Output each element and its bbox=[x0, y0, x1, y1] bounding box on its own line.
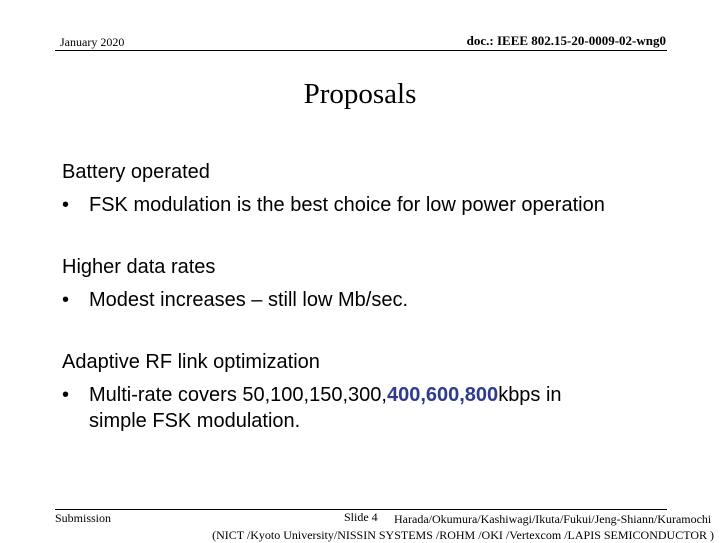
section-heading-adaptive: Adaptive RF link optimization bbox=[62, 351, 320, 373]
bullet-battery bbox=[62, 194, 605, 217]
bullet-text-prefix: Multi-rate covers 50,100,150,300, bbox=[89, 384, 387, 406]
bullet-text-highlight: 400,600,800 bbox=[386, 384, 499, 406]
bullet-text: FSK modulation is the best choice for low power operation bbox=[89, 194, 605, 216]
slide-title: Proposals bbox=[303, 78, 417, 110]
bullet-adaptive bbox=[62, 384, 562, 407]
bullet-icon: • bbox=[62, 194, 70, 216]
bullet-icon: • bbox=[62, 384, 70, 406]
bullet-rates bbox=[62, 289, 408, 312]
footer-slide-number: Slide 4 bbox=[344, 510, 378, 524]
header-rule bbox=[55, 50, 667, 51]
bullet-icon: • bbox=[62, 289, 70, 311]
header-doc-id: doc.: IEEE 802.15-20-0009-02-wng0 bbox=[466, 33, 666, 48]
header-date: January 2020 bbox=[60, 35, 125, 49]
section-heading-battery: Battery operated bbox=[62, 161, 210, 183]
section-heading-rates: Higher data rates bbox=[62, 256, 216, 278]
footer-authors: Harada/Okumura/Kashiwagi/Ikuta/Fukui/Jeng-Shiann/Kuramochi bbox=[394, 512, 712, 526]
bullet-adaptive-continuation: simple FSK modulation. bbox=[89, 410, 301, 432]
bullet-text-suffix: kbps in bbox=[498, 384, 562, 406]
footer-affiliations: (NICT /Kyoto University/NISSIN SYSTEMS /ROHM /OKI /Vertexcom /LAPIS SEMICONDUCTOR ) bbox=[212, 528, 714, 542]
footer-submission: Submission bbox=[55, 511, 112, 525]
bullet-text: Modest increases – still low Mb/sec. bbox=[89, 289, 409, 311]
